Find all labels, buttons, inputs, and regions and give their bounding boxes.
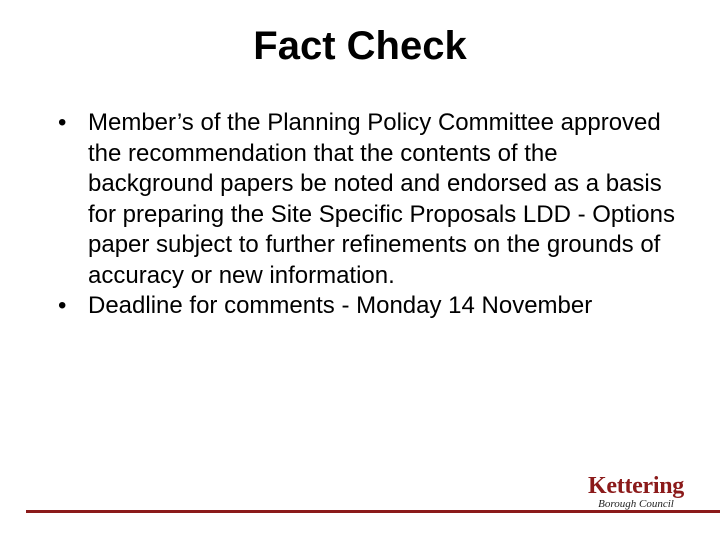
bullet-list: [58, 108, 678, 322]
bullet-icon: •: [58, 109, 67, 136]
bullet-icon: •: [58, 292, 67, 319]
bullet-text: Deadline for comments - Monday 14 November: [88, 292, 593, 319]
logo-name: Kettering: [588, 473, 684, 499]
footer-divider: [26, 510, 720, 513]
bullet-item: [58, 108, 678, 291]
bullet-text: Member’s of the Planning Policy Committee approved the recommendation that the contents of the background papers be noted and endorsed as a basis for preparing the Site Specific Proposals LDD - Options paper subject to further refinements on the grounds of accuracy or new information.: [88, 109, 675, 289]
logo-subtitle: Borough Council: [598, 498, 674, 510]
council-logo: [578, 473, 694, 513]
bullet-item: [58, 291, 678, 322]
slide-title: Fact Check: [253, 24, 467, 68]
